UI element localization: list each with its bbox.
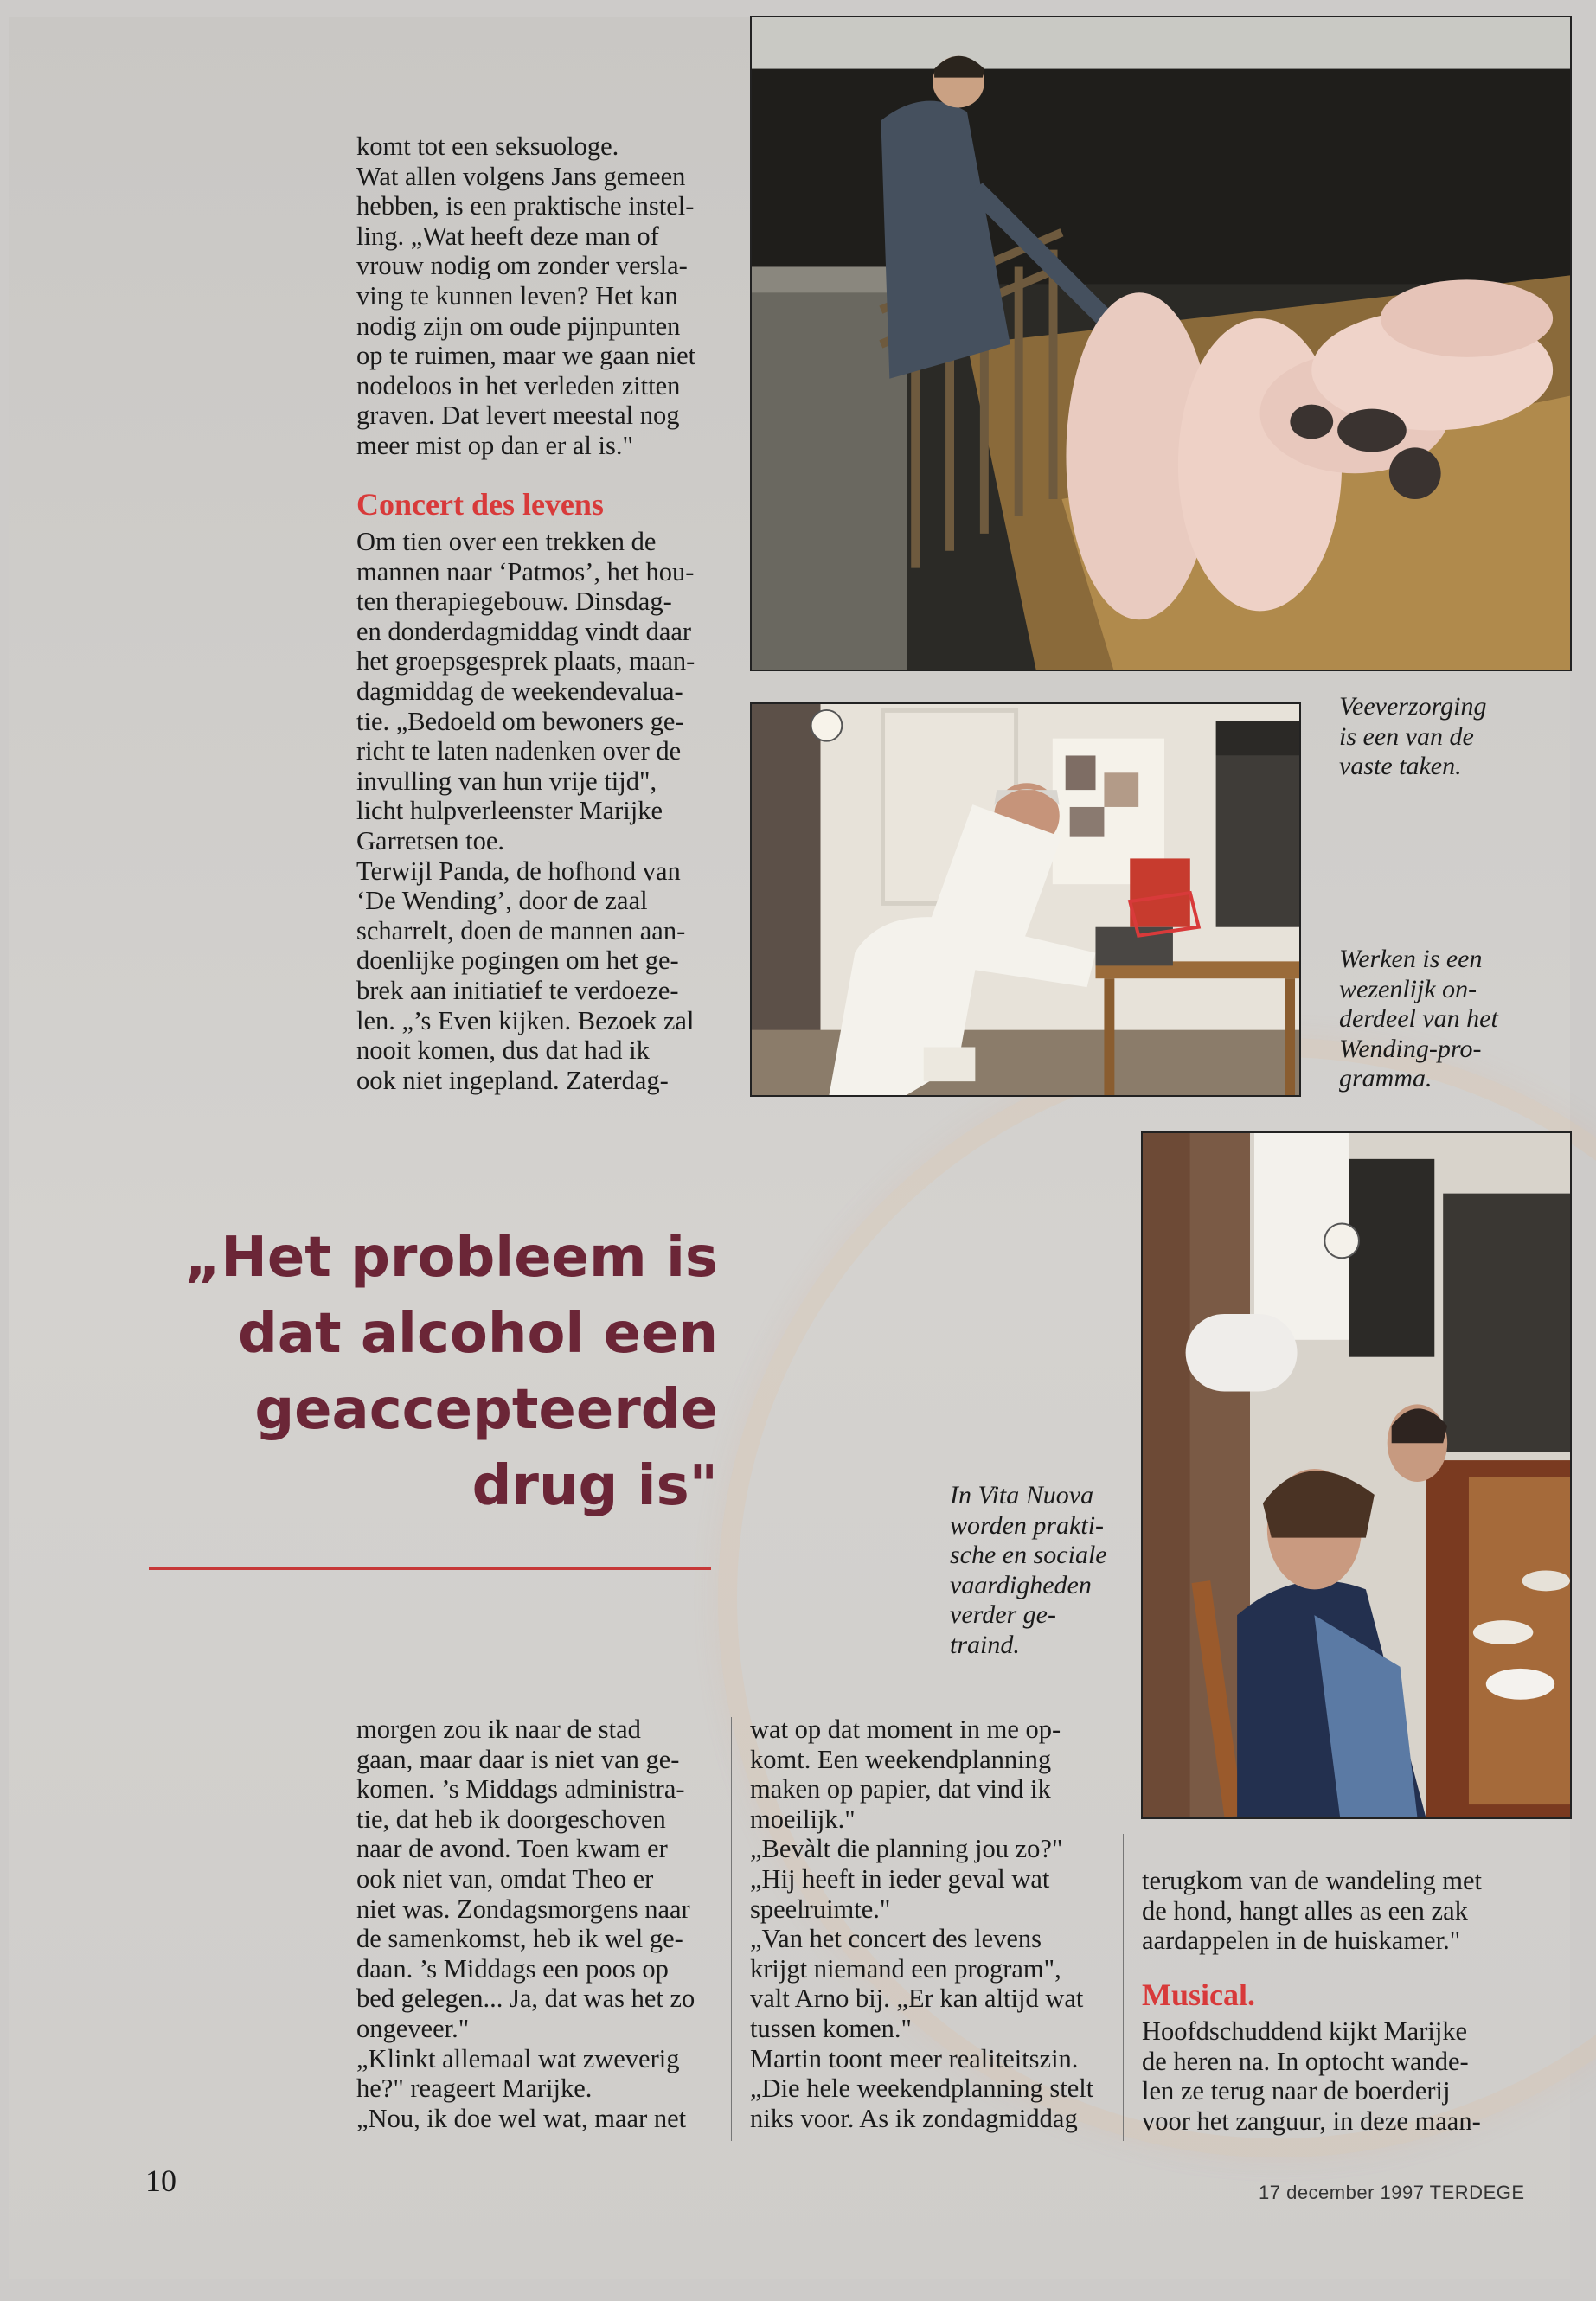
article-text-concert: Om tien over een trekken de mannen naar ‘Patmos’, het hou- ten therapiegebouw. Dinsdag- en donderdagmiddag vindt daar het groepsgesprek plaats, maan- dagmiddag de weekendevalua- tie. „Bedoeld om bewoners ge- richt te laten nadenken over de invulling van hun vrije tijd", licht hulpverleenster Marijke Garretsen toe. Terwijl Panda, de hofhond van ‘De Wending’, door de zaal scharrelt, doen de mannen aan- doenlijke pogingen om het ge- brek aan initiatief te verdoeze- len. „’s Even kijken. Bezoek zal nooit komen, dus dat had ik ook niet ingepland. Zaterdag-	[356, 527, 695, 1095]
article-text-col3-top: terugkom van de wandeling met de hond, hangt alles as een zak aardappelen in de huiskamer."	[1142, 1866, 1483, 1956]
column-divider-2	[1123, 1834, 1124, 2141]
subhead-concert-des-levens: Concert des levens	[356, 487, 604, 522]
pull-quote: „Het probleem is dat alcohol een geaccepteerde drug is"	[184, 1226, 718, 1518]
photo-workshop	[750, 702, 1301, 1097]
footer-date-publication: 17 december 1997 TERDEGE	[1259, 2182, 1525, 2203]
article-text-col2-bottom: wat op dat moment in me op- komt. Een weekendplanning maken op papier, dat vind ik moeilijk." „Bevàlt die planning jou zo?" „Hij heeft in ieder geval wat speelruimte." „Van het concert des levens krijgt niemand een program", valt Arno bij. „Er kan altijd wat tussen komen." Martin toont meer realiteitszin. „Die hele weekendplanning stelt niks voor. As ik zondagmiddag	[750, 1715, 1094, 2133]
subhead-musical: Musical.	[1142, 1977, 1255, 2012]
photo-pig-care	[750, 16, 1572, 671]
article-text-col3-bottom: Hoofdschuddend kijkt Marijke de heren na. In optocht wande- len ze terug naar de boerderij voor het zanguur, in deze maan-	[1142, 2016, 1481, 2136]
caption-pig-care: Veeverzorging is een van de vaste taken.	[1339, 692, 1487, 780]
caption-vita-nuova: In Vita Nuova worden prakti- sche en sociale vaardigheden verder ge- traind.	[950, 1481, 1107, 1659]
article-text-col1-bottom: morgen zou ik naar de stad gaan, maar daar is niet van ge- komen. ’s Middags administra- tie, dat heb ik doorgeschoven naar de avond. Toen kwam er ook niet van, omdat Theo er niet was. Zondagsmorgens naar de samenkomst, heb ik wel ge- daan. ’s Middags een poos op bed gelegen... Ja, dat was het zo ongeveer." „Klinkt allemaal wat zweverig he?" reageert Marijke. „Nou, ik doe wel wat, maar net	[356, 1715, 695, 2133]
photo-dining	[1141, 1131, 1572, 1819]
pull-quote-rule	[149, 1567, 711, 1570]
caption-workshop: Werken is een wezenlijk on- derdeel van het Wending-pro- gramma.	[1339, 945, 1498, 1093]
article-text-intro: komt tot een seksuologe. Wat allen volgens Jans gemeen hebben, is een praktische instel- ling. „Wat heeft deze man of vrouw nodig om zonder versla- ving te kunnen leven? Het kan nodig zijn om oude pijnpunten op te ruimen, maar we gaan niet nodeloos in het verleden zitten graven. Dat levert meestal nog meer mist op dan er al is."	[356, 131, 696, 460]
column-divider-1	[731, 1717, 732, 2141]
page-number: 10	[145, 2163, 176, 2198]
